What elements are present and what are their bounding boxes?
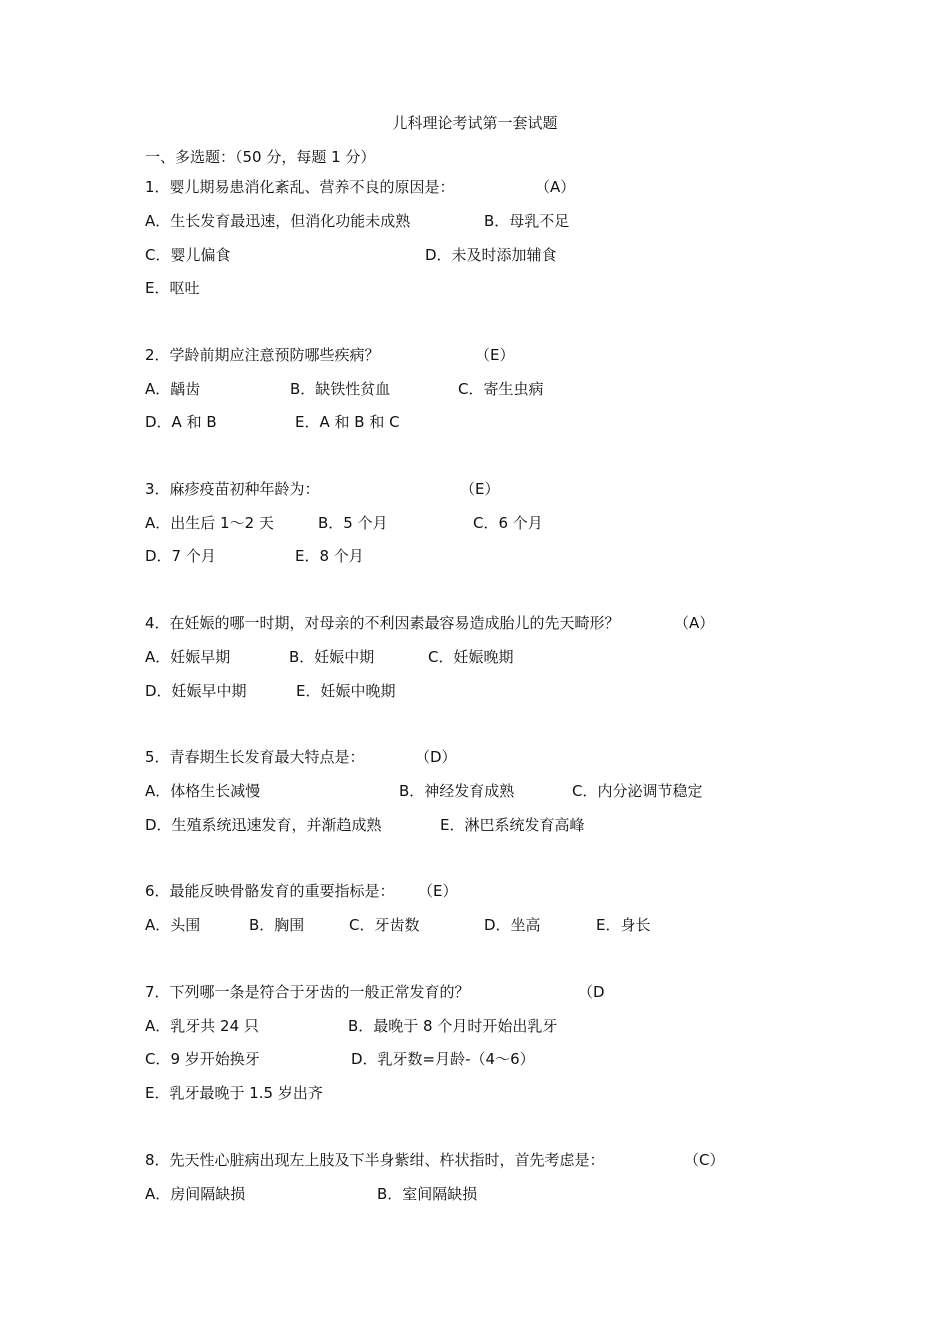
question-2-answer: （E）	[475, 346, 515, 364]
question-7-option-c: C．9 岁开始换牙	[145, 1050, 260, 1068]
question-6-option-b: B．胸围	[249, 916, 305, 934]
question-6-answer: （E）	[418, 882, 458, 900]
question-1-option-c: C．婴儿偏食	[145, 246, 231, 264]
question-8-stem: 8．先天性心脏病出现左上肢及下半身紫绀、杵状指时，首先考虑是：	[145, 1151, 605, 1169]
question-5-option-a: A．体格生长减慢	[145, 782, 261, 800]
question-3-answer: （E）	[460, 480, 500, 498]
question-4-option-e: E．妊娠中晚期	[296, 682, 396, 700]
question-4-option-a: A．妊娠早期	[145, 648, 231, 666]
question-4-stem: 4．在妊娠的哪一时期，对母亲的不利因素最容易造成胎儿的先天畸形？	[145, 614, 620, 632]
question-4-option-d: D．妊娠早中期	[145, 682, 247, 700]
question-6-option-e: E．身长	[596, 916, 651, 934]
question-5-option-d: D．生殖系统迅速发育，并渐趋成熟	[145, 816, 382, 834]
question-6-option-a: A．头围	[145, 916, 201, 934]
question-4-option-b: B．妊娠中期	[289, 648, 375, 666]
question-8-option-b: B．室间隔缺损	[377, 1185, 478, 1203]
question-7-stem: 7．下列哪一条是符合于牙齿的一般正常发育的？	[145, 983, 470, 1001]
question-6-stem: 6．最能反映骨骼发育的重要指标是：	[145, 882, 395, 900]
question-3-option-e: E．8 个月	[295, 547, 364, 565]
question-4-option-c: C．妊娠晚期	[428, 648, 514, 666]
question-7-option-b: B．最晚于 8 个月时开始出乳牙	[348, 1017, 558, 1035]
question-5-option-b: B．神经发育成熟	[399, 782, 515, 800]
question-2-option-b: B．缺铁性贫血	[290, 380, 391, 398]
question-3-option-d: D．7 个月	[145, 547, 216, 565]
question-3-stem: 3．麻疹疫苗初种年龄为：	[145, 480, 320, 498]
question-1-option-a: A．生长发育最迅速，但消化功能未成熟	[145, 212, 411, 230]
question-1-stem: 1．婴儿期易患消化紊乱、营养不良的原因是：	[145, 178, 455, 196]
question-2-option-c: C．寄生虫病	[458, 380, 544, 398]
question-3-option-a: A．出生后 1～2 天	[145, 514, 274, 532]
question-4-answer: （A）	[674, 614, 715, 632]
question-5-option-e: E．淋巴系统发育高峰	[440, 816, 585, 834]
question-1-option-e: E．呕吐	[145, 279, 200, 297]
question-3-option-b: B．5 个月	[318, 514, 388, 532]
question-8-answer: （C）	[684, 1151, 725, 1169]
question-7-answer: （D	[578, 983, 605, 1001]
question-2-option-d: D．A 和 B	[145, 413, 217, 431]
question-5-stem: 5．青春期生长发育最大特点是：	[145, 748, 365, 766]
question-7-option-d: D．乳牙数=月龄-（4～6）	[351, 1050, 535, 1068]
question-5-option-c: C．内分泌调节稳定	[572, 782, 703, 800]
question-8-option-a: A．房间隔缺损	[145, 1185, 246, 1203]
exam-title: 儿科理论考试第一套试题	[392, 114, 558, 132]
section-heading: 一、多选题：（50 分，每题 1 分）	[145, 148, 376, 166]
question-2-option-a: A．龋齿	[145, 380, 201, 398]
question-1-answer: （A）	[535, 178, 576, 196]
question-6-option-d: D．坐高	[484, 916, 541, 934]
question-6-option-c: C．牙齿数	[349, 916, 420, 934]
question-2-stem: 2．学龄前期应注意预防哪些疾病？	[145, 346, 380, 364]
question-1-option-d: D．未及时添加辅食	[425, 246, 557, 264]
question-7-option-e: E．乳牙最晚于 1.5 岁出齐	[145, 1084, 323, 1102]
question-1-option-b: B．母乳不足	[484, 212, 570, 230]
question-3-option-c: C．6 个月	[473, 514, 543, 532]
question-5-answer: （D）	[415, 748, 457, 766]
question-2-option-e: E．A 和 B 和 C	[295, 413, 400, 431]
question-7-option-a: A．乳牙共 24 只	[145, 1017, 259, 1035]
